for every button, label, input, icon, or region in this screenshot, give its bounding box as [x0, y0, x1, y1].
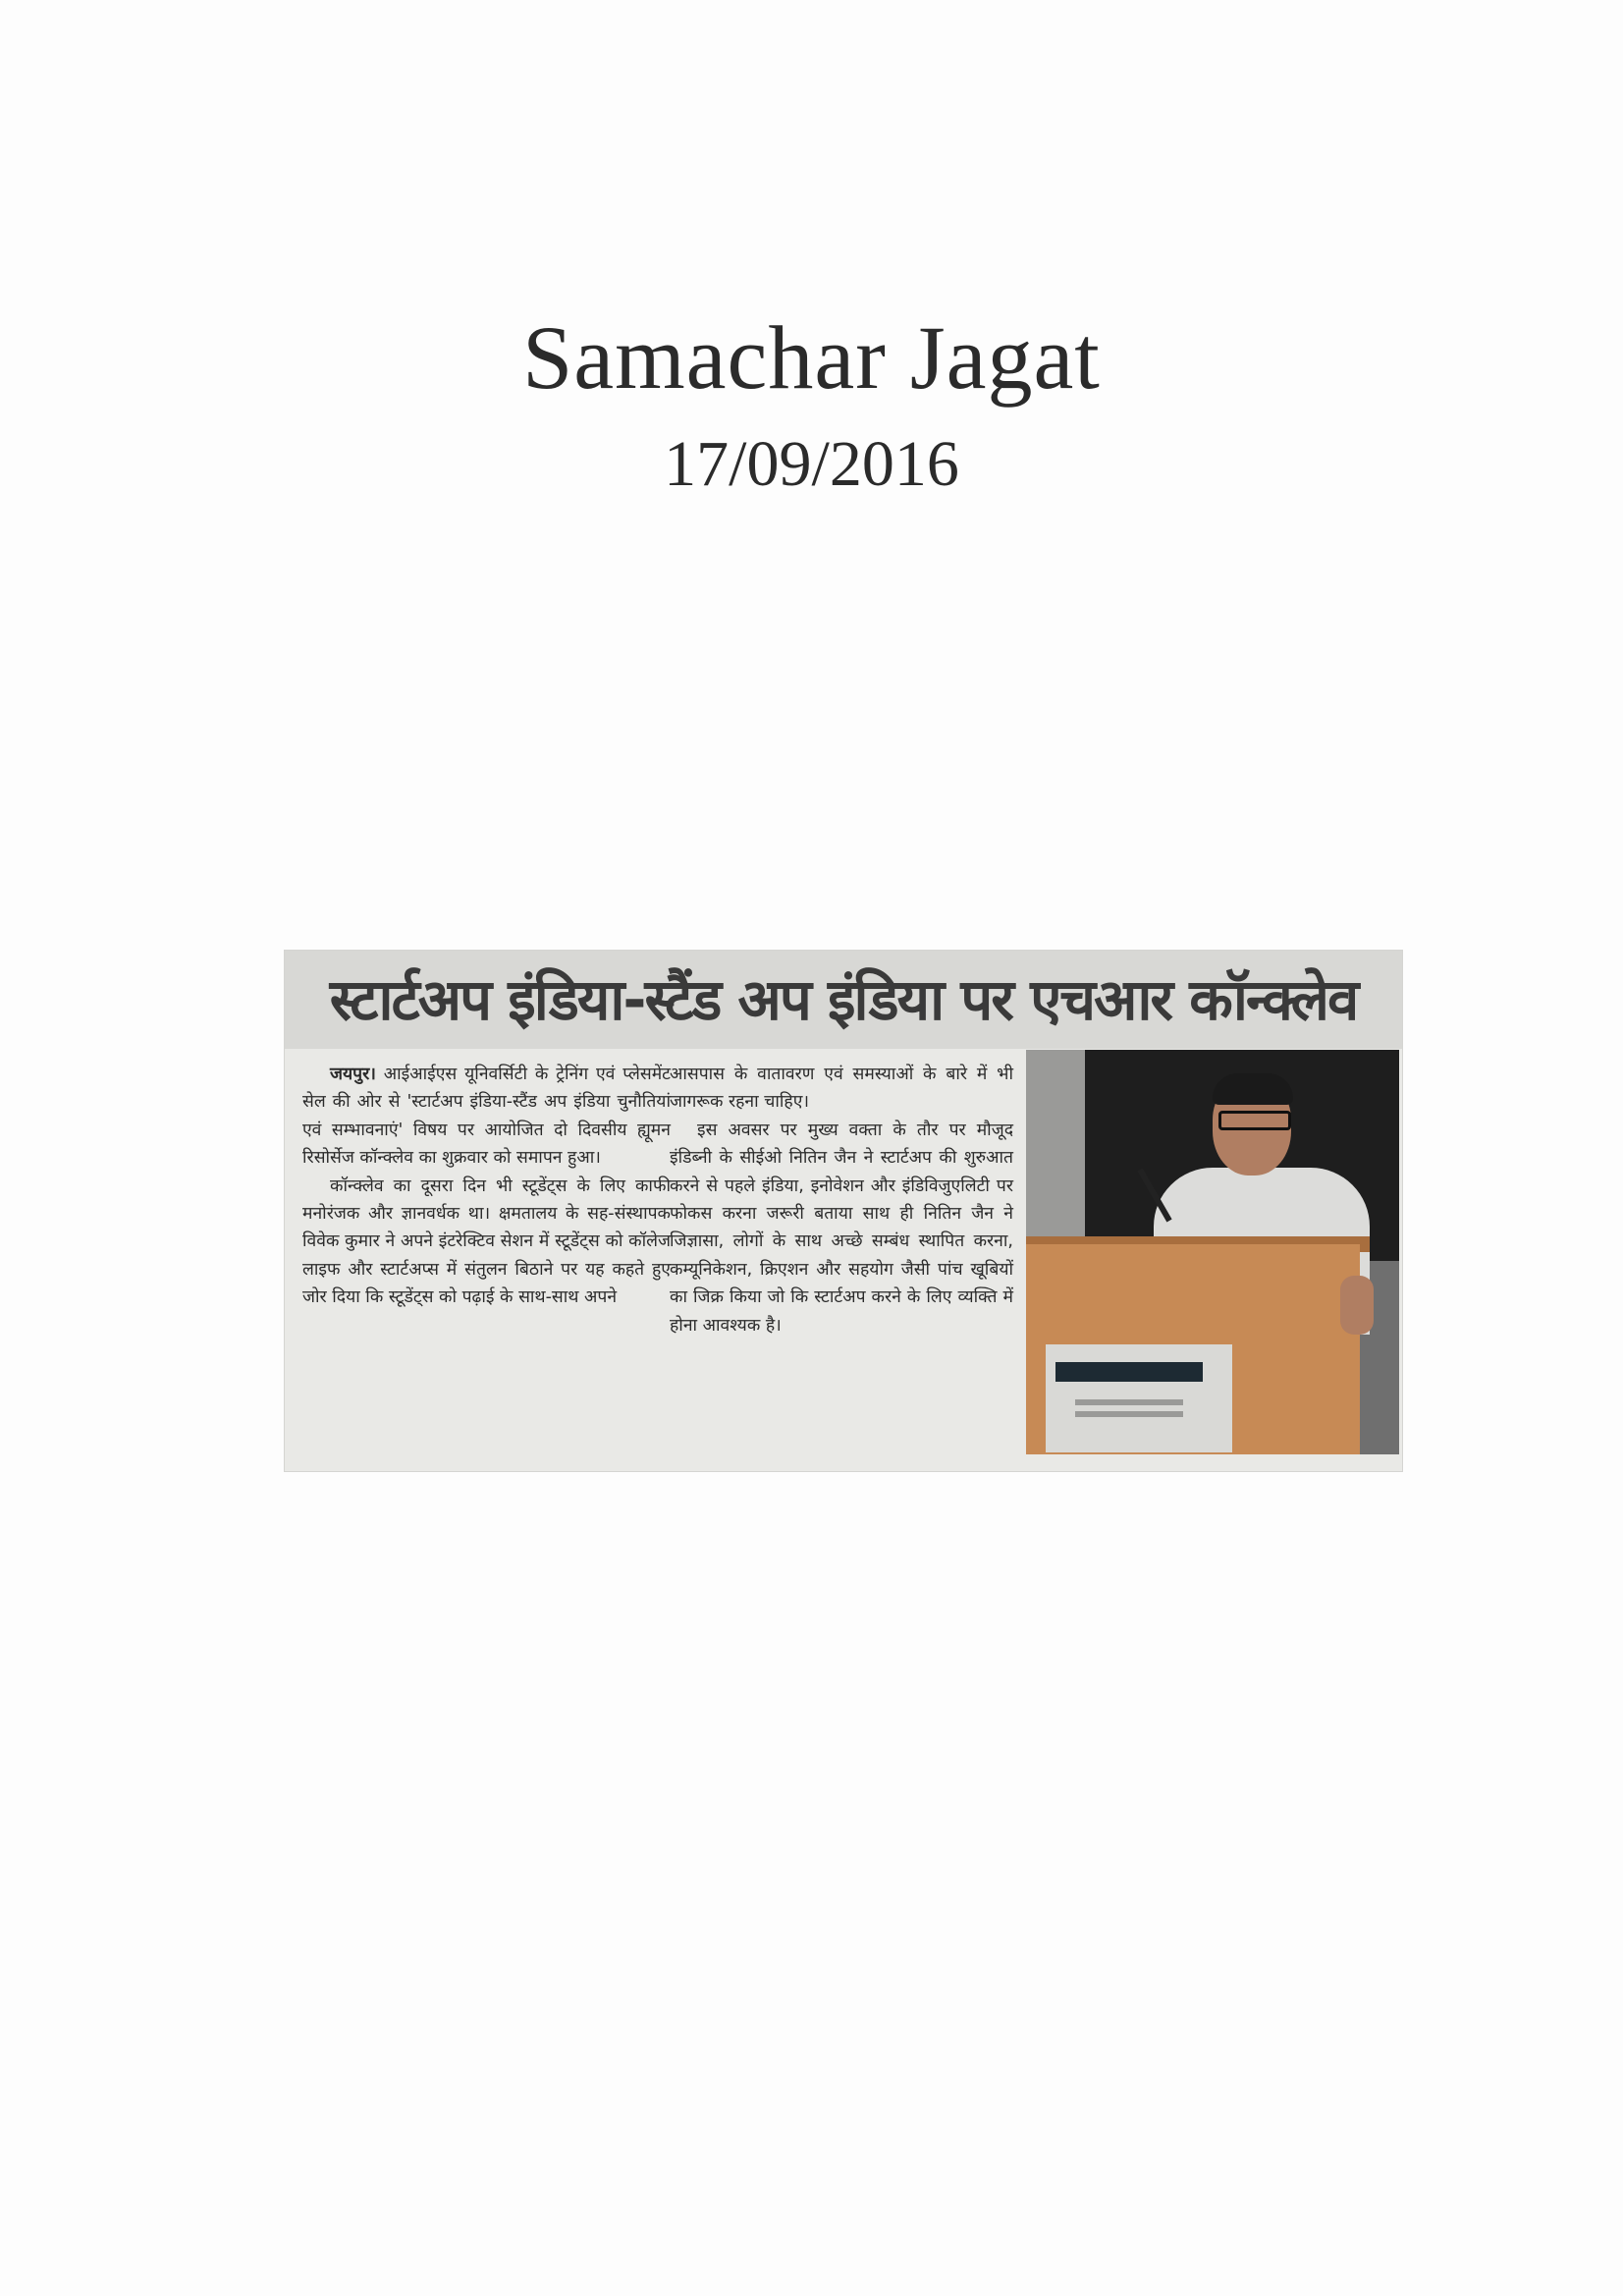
newspaper-clipping — [285, 951, 1402, 1471]
article-paragraph: इस अवसर पर मुख्य वक्ता के तौर पर मौजूद इंडिब्नी के सीईओ नितिन जैन ने स्टार्टअप की शुरुआत करने से पहले इंडिया, इनोवेशन और इंडिविजुएलिटी पर फोकस करना जरूरी बताया साथ ही नितिन जैन ने जिज्ञासा, लोगों के साथ अच्छे सम्बंध स्थापित करना, कम्यूनिकेशन, क्रिएशन और सहयोग जैसी पांच खूबियों का जिक्र किया जो कि स्टार्टअप करने के लिए व्यक्ति में होना आवश्यक है। — [670, 1120, 1013, 1336]
article-column-1 — [302, 1061, 671, 1312]
article-column-2 — [670, 1061, 1013, 1339]
speaker-hand — [1340, 1276, 1374, 1335]
podium-banner — [1055, 1362, 1203, 1382]
article-headline: स्टार्टअप इंडिया-स्टैंड अप इंडिया पर एचआर कॉन्क्लेव — [285, 951, 1402, 1049]
article-paragraph — [302, 1061, 671, 1173]
article-paragraph: आसपास के वातावरण एवं समस्याओं के बारे में भी जागरूक रहना चाहिए। — [670, 1065, 1013, 1113]
publication-date: 17/09/2016 — [664, 428, 959, 500]
article-paragraph: कॉन्क्लेव का दूसरा दिन भी स्टूडेंट्स के लिए काफी मनोरंजक और ज्ञानवर्धक था। क्षमतालय के सह-संस्थापक विवेक कुमार ने अपने इंटरेक्टिव सेशन में स्टूडेंट्स को कॉलेज लाइफ और स्टार्टअप्स में संतुलन बिठाने पर यह कहते हुए जोर दिया कि स्टूडेंट्स को पढ़ाई के साथ-साथ अपने — [302, 1175, 671, 1308]
article-text: आईआईएस यूनिवर्सिटी के ट्रेनिंग एवं प्लेसमेंट सेल की ओर से 'स्टार्टअप इंडिया-स्टैंड अप इंडिया चुनौतियां एवं सम्भावनाएं' विषय पर आयोजित दो दिवसीय ह्यूमन रिसोर्सेज कॉन्क्लेव का शुक्रवार को समापन हुआ। — [302, 1065, 671, 1169]
article-photo — [1026, 1050, 1399, 1454]
article-dateline: जयपुर। — [330, 1065, 376, 1084]
publication-title: Samachar Jagat — [522, 307, 1101, 408]
podium-banner-text — [1075, 1394, 1183, 1433]
speaker-hair — [1213, 1073, 1293, 1105]
speaker-glasses — [1218, 1111, 1291, 1130]
